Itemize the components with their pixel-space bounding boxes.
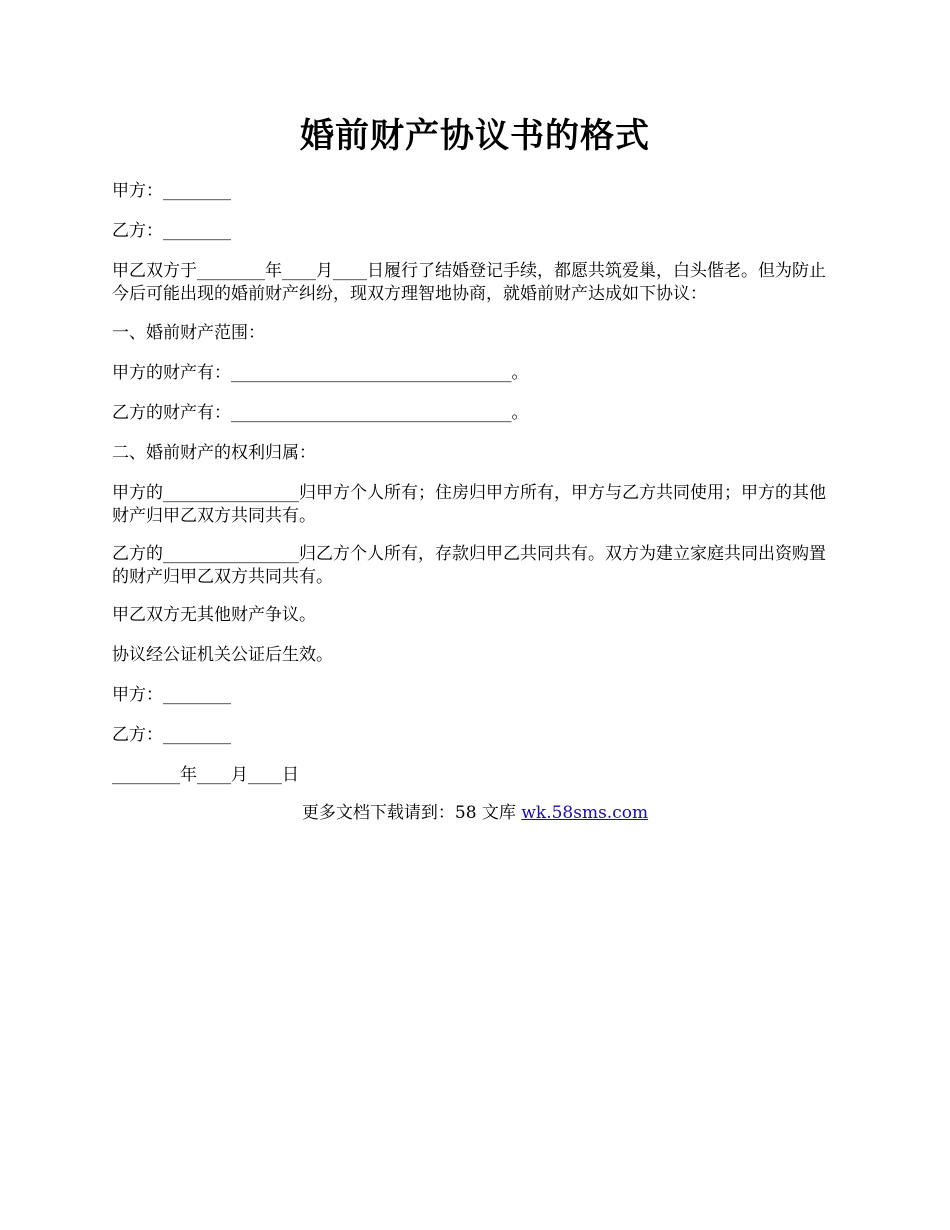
section-1-heading: 一、婚前财产范围： <box>112 323 265 343</box>
intro-paragraph: 甲乙双方于________年____月____日履行了结婚登记手续，都愿共筑爱巢，白头偕老。但为防止今后可能出现的婚前财产纠纷，现双方理智地协商，就婚前财产达成如下协议： <box>112 261 826 304</box>
party-a-ownership-paragraph: 甲方的________________归甲方个人所有；住房归甲方所有，甲方与乙方共同使用；甲方的其他财产归甲乙双方共同共有。 <box>112 483 826 526</box>
party-b-ownership-paragraph: 乙方的________________归乙方个人所有，存款归甲乙共同共有。双方为建立家庭共同出资购置的财产归甲乙双方共同共有。 <box>112 544 826 587</box>
footer-note <box>0 802 950 825</box>
no-dispute-line: 甲乙双方无其他财产争议。 <box>112 605 316 625</box>
section-2-heading: 二、婚前财产的权利归属： <box>112 443 316 463</box>
document-title: 婚前财产协议书的格式 <box>300 116 650 156</box>
party-b-property-line: 乙方的财产有：_________________________________。 <box>112 403 529 423</box>
party-a-line: 甲方：________ <box>112 181 231 201</box>
party-b-line: 乙方：________ <box>112 221 231 241</box>
signature-party-a: 甲方：________ <box>112 685 231 705</box>
signature-date: ________年____月____日 <box>112 765 299 785</box>
footer-text: 更多文档下载请到：58 文库 <box>301 803 522 823</box>
signature-party-b: 乙方：________ <box>112 725 231 745</box>
footer-link[interactable]: wk.58sms.com <box>521 803 649 823</box>
party-a-property-line: 甲方的财产有：_________________________________。 <box>112 363 529 383</box>
notarization-line: 协议经公证机关公证后生效。 <box>112 645 333 665</box>
